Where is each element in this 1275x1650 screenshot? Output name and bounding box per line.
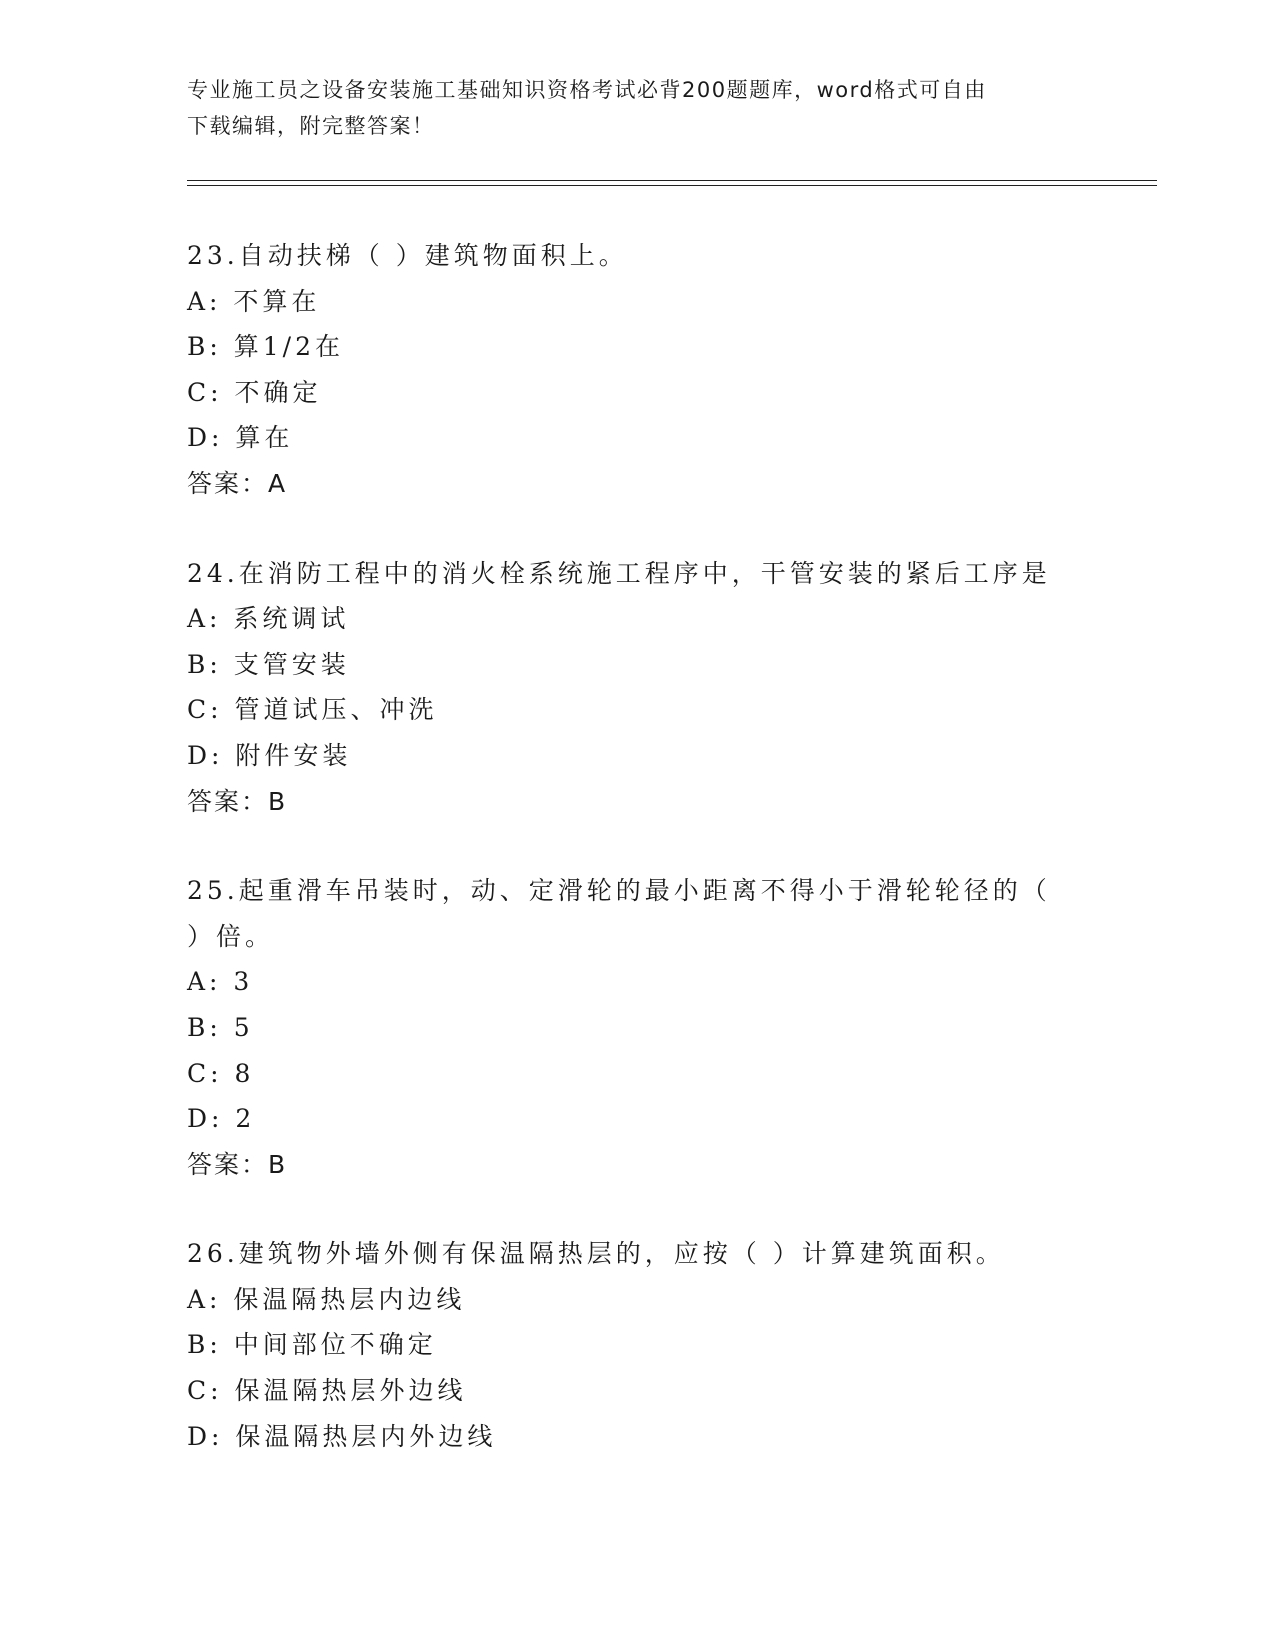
option-a: A: 保温隔热层内边线 bbox=[187, 1284, 466, 1314]
question-stem: 23.自动扶梯（ ）建筑物面积上。 bbox=[187, 241, 628, 270]
question-stem: 24.在消防工程中的消火栓系统施工程序中，干管安装的紧后工序是 bbox=[187, 558, 1051, 588]
question-23 bbox=[187, 233, 1087, 507]
option-a: A: 系统调试 bbox=[187, 604, 350, 634]
option-b: B: 算1/2在 bbox=[187, 332, 344, 362]
option-d: D: 算在 bbox=[187, 423, 294, 453]
question-stem-continued: ）倍。 bbox=[187, 921, 275, 951]
header-divider-bottom bbox=[187, 185, 1157, 186]
header-line-2: 下载编辑，附完整答案！ bbox=[187, 114, 435, 138]
option-d: D: 保温隔热层内外边线 bbox=[187, 1421, 497, 1451]
answer-line: 答案：A bbox=[187, 468, 288, 498]
question-stem: 25.起重滑车吊装时，动、定滑轮的最小距离不得小于滑轮轮径的（ bbox=[187, 876, 1051, 906]
option-d: D: 2 bbox=[187, 1104, 256, 1134]
option-d: D: 附件安装 bbox=[187, 740, 352, 770]
answer-line: 答案：B bbox=[187, 1149, 288, 1179]
question-list bbox=[187, 233, 1087, 1503]
option-c: C: 管道试压、冲洗 bbox=[187, 695, 438, 725]
question-24 bbox=[187, 551, 1087, 825]
option-c: C: 保温隔热层外边线 bbox=[187, 1376, 467, 1406]
option-a: A: 3 bbox=[187, 967, 254, 997]
header-line-1: 专业施工员之设备安装施工基础知识资格考试必背200题题库，word格式可自由 bbox=[187, 78, 987, 102]
option-c: C: 8 bbox=[187, 1058, 255, 1088]
option-b: B: 中间部位不确定 bbox=[187, 1330, 437, 1360]
question-26 bbox=[187, 1231, 1087, 1459]
answer-line: 答案：B bbox=[187, 786, 288, 816]
option-b: B: 支管安装 bbox=[187, 649, 350, 679]
option-b: B: 5 bbox=[187, 1012, 254, 1042]
header-divider-top bbox=[187, 180, 1157, 181]
option-c: C: 不确定 bbox=[187, 377, 322, 407]
question-stem: 26.建筑物外墙外侧有保温隔热层的，应按（ ）计算建筑面积。 bbox=[187, 1239, 1005, 1269]
option-a: A: 不算在 bbox=[187, 286, 321, 316]
question-25 bbox=[187, 868, 1087, 1187]
document-header bbox=[187, 72, 1067, 144]
